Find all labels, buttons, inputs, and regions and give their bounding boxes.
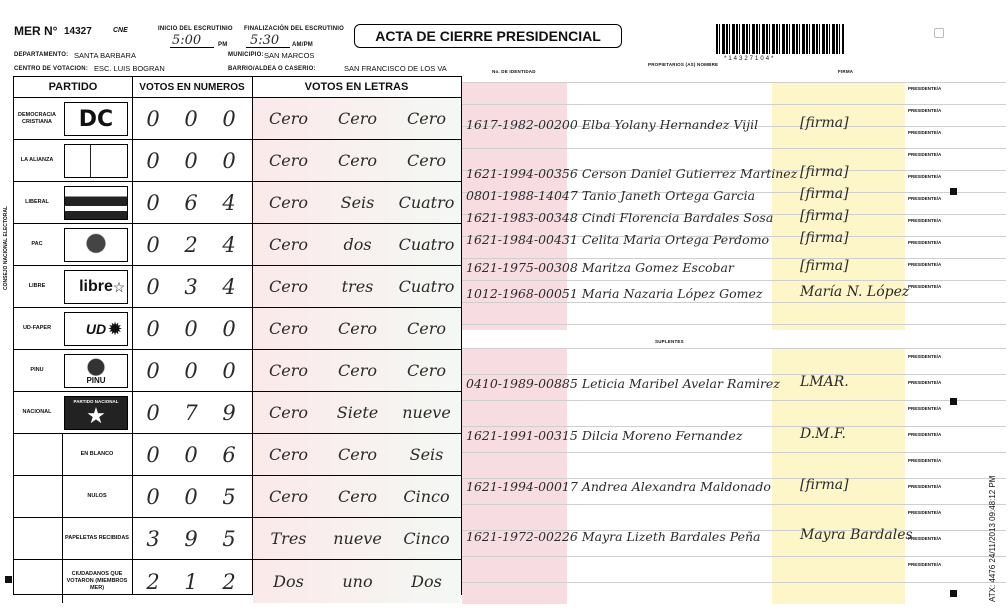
role-label: PRESIDENTE/A: [908, 86, 942, 91]
table-row: [14, 475, 461, 517]
vote-digit: 0: [146, 442, 160, 467]
sheet-rule: [462, 104, 1006, 105]
role-label: PRESIDENTE/A: [908, 284, 942, 289]
vote-digit: 0: [184, 358, 198, 383]
inicio-suffix: PM: [218, 42, 228, 48]
table-row: [14, 349, 461, 391]
departamento-value: SANTA BARBARA: [74, 51, 136, 60]
star-icon: ★: [86, 403, 106, 428]
col-divider-party: [132, 77, 133, 594]
vote-word: Cero: [269, 361, 308, 380]
vote-digit: 0: [222, 316, 236, 341]
member-entry: [466, 117, 758, 132]
vote-word: Dos: [411, 572, 442, 591]
centro-label: CENTRO DE VOTACION:: [14, 66, 89, 72]
role-label: PRESIDENTE/A: [908, 262, 942, 267]
party-label: NACIONAL: [22, 409, 52, 415]
barcode-text: *14327104*: [724, 56, 776, 62]
member-id: 0801-1988-14047: [466, 188, 578, 203]
vote-word: Cero: [269, 445, 308, 464]
vote-word: Cero: [338, 319, 377, 338]
vote-word: Cuatro: [398, 193, 455, 212]
vote-word: Seis: [340, 193, 375, 212]
member-id: 1621-1994-00017: [466, 479, 578, 494]
vote-word: Cero: [338, 445, 377, 464]
member-entry: [466, 232, 769, 247]
table-header-row: [14, 77, 461, 97]
party-logo: libre: [64, 270, 128, 304]
vote-digit: 0: [222, 148, 236, 173]
member-signature: LMAR.: [800, 374, 849, 390]
member-name: Dilcia Moreno Fernandez: [581, 428, 743, 443]
municipio-value: SAN MARCOS: [264, 51, 315, 60]
role-label: PRESIDENTE/A: [908, 108, 942, 113]
role-label: PRESIDENTE/A: [908, 458, 942, 463]
member-entry: [466, 479, 771, 494]
party-logo: PARTIDO NACIONAL: [64, 396, 128, 430]
table-row: [14, 223, 461, 265]
finalizacion-suffix: AM/PM: [292, 42, 313, 48]
role-label: PRESIDENTE/A: [908, 484, 942, 489]
vote-digit: 3: [146, 526, 160, 551]
sheet-rule: [462, 148, 1006, 149]
vote-digit: 4: [222, 232, 236, 257]
vote-digit: 5: [222, 484, 236, 509]
table-row: [14, 265, 461, 307]
finalizacion-label: FINALIZACIÓN DEL ESCRUTINIO: [244, 26, 344, 32]
sheet-rule: [462, 400, 1006, 401]
member-name: Elba Yolany Hernandez Vijil: [581, 117, 759, 132]
vote-digit: 0: [184, 148, 198, 173]
side-print-text: CONSEJO NACIONAL ELECTORAL: [3, 206, 9, 290]
vote-word: Seis: [409, 445, 444, 464]
member-signature: Mayra Bardales: [800, 527, 913, 543]
party-label: PAPELETAS RECIBIDAS: [65, 535, 129, 541]
vote-word: Cero: [269, 235, 308, 254]
role-label: PRESIDENTE/A: [908, 130, 942, 135]
col-id-label: No. DE IDENTIDAD: [492, 69, 536, 74]
vote-digit: 0: [146, 400, 160, 425]
table-row: [14, 433, 461, 475]
vote-digit: 9: [222, 400, 236, 425]
document-title: ACTA DE CIERRE PRESIDENCIAL: [354, 24, 622, 48]
vote-digit: 0: [146, 106, 160, 131]
sheet-rule: [462, 452, 1006, 453]
vote-digit: 0: [146, 190, 160, 215]
member-name: Andrea Alexandra Maldonado: [581, 479, 771, 494]
vote-digit: 0: [184, 106, 198, 131]
table-row: [14, 559, 461, 603]
mer-number: 14327: [64, 26, 92, 37]
vote-word: nueve: [402, 403, 451, 422]
vote-digit: 4: [222, 274, 236, 299]
party-logo: PINU: [64, 354, 128, 388]
vote-word: Cero: [269, 193, 308, 212]
member-entry: [466, 188, 755, 203]
sheet-rule: [462, 504, 1006, 505]
col-divider-numbers: [252, 77, 253, 594]
member-signature: [firma]: [800, 230, 849, 246]
party-logo: [64, 186, 128, 220]
member-signature: [firma]: [800, 258, 849, 274]
vote-digit: 0: [146, 484, 160, 509]
party-label: CIUDADANOS QUE VOTARON (MIEMBROS MER): [66, 571, 128, 591]
corner-register-mark: [934, 28, 944, 38]
party-logo: [64, 228, 128, 262]
row-left-divider: [62, 518, 63, 559]
vote-word: Cero: [269, 403, 308, 422]
sheet-rule: [462, 556, 1006, 557]
member-name: Maritza Gomez Escobar: [581, 260, 734, 275]
table-row: [14, 517, 461, 559]
vote-word: Cuatro: [398, 277, 455, 296]
member-name: Celita Maria Ortega Perdomo: [581, 232, 770, 247]
party-label: LIBERAL: [25, 199, 49, 205]
party-label: LIBRE: [28, 283, 46, 289]
member-signature: D.M.F.: [800, 426, 846, 442]
vote-digit: 7: [184, 400, 198, 425]
vote-word: Cero: [269, 151, 308, 170]
sheet-rule: [462, 82, 1006, 83]
member-name: Mayra Lizeth Bardales Peña: [581, 529, 761, 544]
role-label: PRESIDENTE/A: [908, 406, 942, 411]
header-votos-numeros: VOTOS EN NUMEROS: [139, 81, 245, 93]
member-signature: María N. López: [800, 284, 910, 300]
role-label: PRESIDENTE/A: [908, 432, 942, 437]
vote-digit: 2: [222, 569, 236, 594]
suplentes-label: SUPLENTES: [655, 339, 684, 344]
table-row: [14, 97, 461, 139]
municipio-label: MUNICIPIO:: [228, 52, 264, 58]
table-row: [14, 391, 461, 433]
centro-value: ESC. LUIS BOGRAN: [94, 64, 165, 73]
mer-label: MER N°: [14, 24, 58, 38]
timestamp-stamp: ATX: 4476 24/11/2013 09:48:12 PM: [988, 475, 997, 602]
vote-word: Cero: [407, 151, 446, 170]
inicio-time: 5:00: [172, 33, 202, 48]
vote-digit: 0: [146, 358, 160, 383]
member-entry: [466, 376, 780, 391]
role-label: PRESIDENTE/A: [908, 536, 942, 541]
vote-word: Cinco: [403, 529, 450, 548]
vote-word: Siete: [336, 403, 379, 422]
party-label: UD-FAPER: [22, 325, 52, 331]
vote-word: Cero: [338, 487, 377, 506]
member-id: 1621-1975-00308: [466, 260, 578, 275]
role-label: PRESIDENTE/A: [908, 152, 942, 157]
vote-digit: 5: [222, 526, 236, 551]
role-label: PRESIDENTE/A: [908, 218, 942, 223]
vote-digit: 1: [184, 569, 198, 594]
vote-digit: 0: [146, 274, 160, 299]
member-entry: [466, 260, 734, 275]
party-logo: DC: [64, 102, 128, 136]
vote-word: Cero: [338, 109, 377, 128]
member-entry: [466, 210, 773, 225]
member-id: 1621-1994-00356: [466, 166, 578, 181]
member-id: 1621-1984-00431: [466, 232, 578, 247]
barcode: [716, 24, 844, 54]
member-signature: [firma]: [800, 208, 849, 224]
inicio-label: INICIO DEL ESCRUTINIO: [158, 26, 233, 32]
register-mark: [950, 590, 957, 597]
vote-word: Dos: [273, 572, 304, 591]
finalizacion-underline: [246, 47, 290, 48]
vote-digit: 6: [184, 190, 198, 215]
vote-word: tres: [341, 277, 374, 296]
row-left-divider: [62, 560, 63, 603]
row-left-divider: [62, 476, 63, 517]
vote-word: Cero: [407, 361, 446, 380]
sheet-rule: [462, 582, 1006, 583]
register-mark: [950, 188, 957, 195]
barrio-label: BARRIO/ALDEA O CASERIO:: [228, 66, 316, 72]
role-label: PRESIDENTE/A: [908, 380, 942, 385]
vote-word: dos: [343, 235, 372, 254]
role-label: PRESIDENTE/A: [908, 354, 942, 359]
star-outline-icon: ☆: [112, 278, 126, 295]
member-signature: [firma]: [800, 164, 849, 180]
party-label: PAC: [31, 241, 43, 247]
col-name-label: PROPIETARIOS (AS) NOMBRE: [648, 62, 719, 67]
party-label: LA ALIANZA: [20, 157, 54, 163]
register-mark: [5, 576, 12, 583]
vote-word: nueve: [333, 529, 382, 548]
vote-word: Cero: [338, 151, 377, 170]
vote-word: Cero: [407, 109, 446, 128]
signature-sheet: [462, 60, 1006, 605]
vote-digit: 0: [184, 484, 198, 509]
table-row: [14, 181, 461, 223]
vote-digit: 3: [184, 274, 198, 299]
sheet-rule: [462, 324, 1006, 325]
member-name: Cerson Daniel Gutierrez Martinez: [581, 166, 798, 181]
role-label: PRESIDENTE/A: [908, 562, 942, 567]
vote-digit: 0: [184, 442, 198, 467]
table-row: [14, 307, 461, 349]
member-name: Cindi Florencia Bardales Sosa: [581, 210, 774, 225]
sheet-rule: [462, 280, 1006, 281]
vote-digit: 2: [184, 232, 198, 257]
table-row: [14, 139, 461, 181]
sun-icon: ✹: [107, 318, 123, 339]
vote-word: Cero: [269, 487, 308, 506]
vote-digit: 6: [222, 442, 236, 467]
member-id: 1621-1972-00226: [466, 529, 578, 544]
barrio-value: SAN FRANCISCO DE LOS VA: [344, 64, 447, 73]
vote-digit: 0: [146, 316, 160, 341]
party-logo: [64, 144, 128, 178]
vote-digit: 0: [222, 106, 236, 131]
sheet-rule: [462, 302, 1006, 303]
vote-word: Tres: [270, 529, 307, 548]
role-label: PRESIDENTE/A: [908, 174, 942, 179]
vote-digit: 9: [184, 526, 198, 551]
member-signature: [firma]: [800, 115, 849, 131]
vote-word: Cero: [338, 361, 377, 380]
finalizacion-time: 5:30: [250, 33, 280, 48]
vote-digit: 0: [222, 358, 236, 383]
row-left-divider: [62, 434, 63, 475]
member-id: 1621-1991-00315: [466, 428, 578, 443]
member-id: 1617-1982-00200: [466, 117, 578, 132]
vote-word: Cuatro: [398, 235, 455, 254]
sheet-rule: [462, 258, 1006, 259]
vote-digit: 0: [146, 148, 160, 173]
vote-word: uno: [342, 572, 373, 591]
member-entry: [466, 166, 797, 181]
col-firma-label: FIRMA: [838, 69, 854, 74]
sheet-rule: [462, 374, 1006, 375]
vote-digit: 2: [146, 569, 160, 594]
header-partido: PARTIDO: [48, 81, 98, 93]
member-entry: [466, 428, 742, 443]
sheet-rule: [462, 426, 1006, 427]
header-votos-letras: VOTOS EN LETRAS: [304, 81, 409, 93]
vote-digit: 0: [184, 316, 198, 341]
party-label: EN BLANCO: [80, 451, 114, 457]
member-entry: [466, 529, 760, 544]
vote-digit: 0: [146, 232, 160, 257]
departamento-label: DEPARTAMENTO:: [14, 52, 69, 58]
party-label: PINU: [30, 367, 44, 373]
vote-word: Cero: [269, 109, 308, 128]
tally-table: [13, 76, 462, 595]
sheet-rule: [462, 348, 1006, 349]
member-id: 1621-1983-00348: [466, 210, 578, 225]
member-signature: [firma]: [800, 477, 849, 493]
member-name: Leticia Maribel Avelar Ramirez: [581, 376, 780, 391]
vote-digit: 4: [222, 190, 236, 215]
inicio-underline: [170, 47, 214, 48]
party-logo: UD: [64, 312, 128, 346]
party-label: NULOS: [87, 493, 107, 499]
member-name: Maria Nazaria López Gomez: [581, 286, 763, 301]
party-label: DEMOCRACIA CRISTIANA: [18, 111, 56, 125]
vote-word: Cero: [407, 319, 446, 338]
register-mark: [950, 398, 957, 405]
member-entry: [466, 286, 762, 301]
role-label: PRESIDENTE/A: [908, 240, 942, 245]
member-signature: [firma]: [800, 186, 849, 202]
cne-logo: CNE: [113, 27, 128, 34]
member-name: Tanio Janeth Ortega Garcia: [581, 188, 756, 203]
vote-word: Cinco: [403, 487, 450, 506]
vote-word: Cero: [269, 277, 308, 296]
member-id: 0410-1989-00885: [466, 376, 578, 391]
member-id: 1012-1968-00051: [466, 286, 578, 301]
role-label: PRESIDENTE/A: [908, 196, 942, 201]
vote-word: Cero: [269, 319, 308, 338]
role-label: PRESIDENTE/A: [908, 510, 942, 515]
